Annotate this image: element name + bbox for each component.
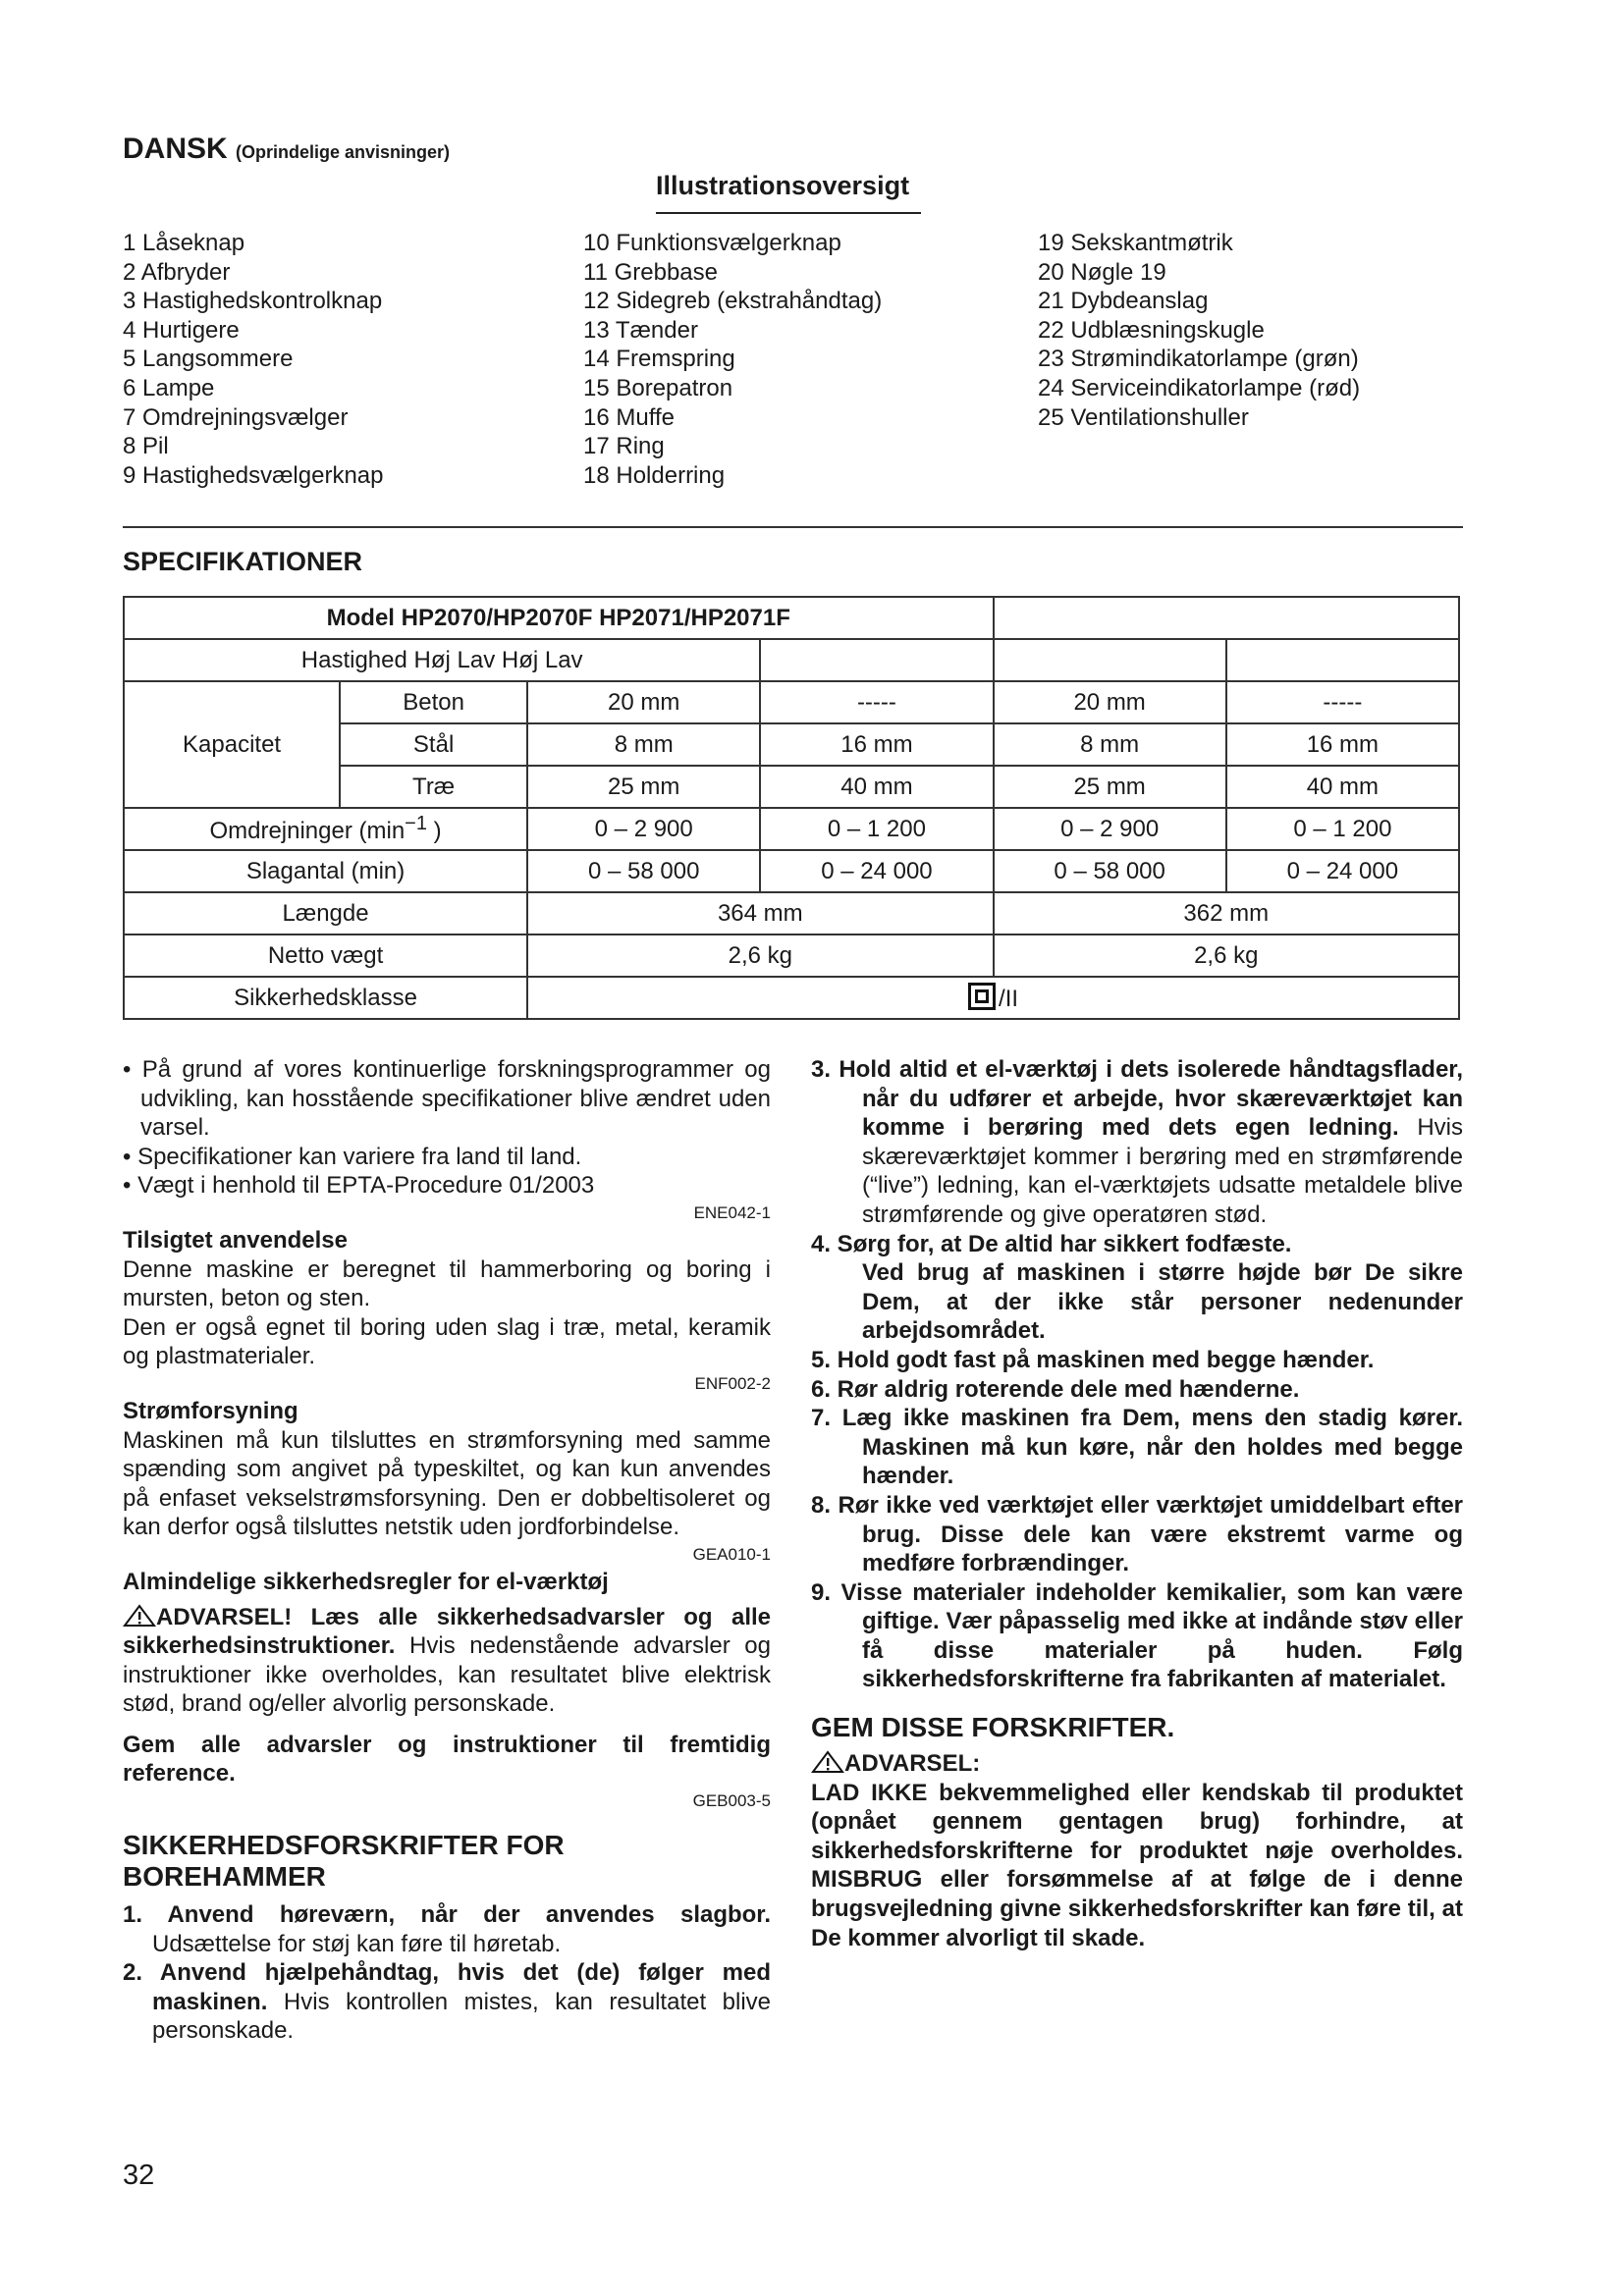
warning-icon	[811, 1750, 844, 1774]
illustration-overview-title: Illustrationsoversigt	[656, 171, 910, 200]
bullet-item: • På grund af vores kontinuerlige forskningsprogrammer og udvikling, kan hosstående specifikationer blive ændret uden varsel.	[123, 1056, 771, 1142]
table-cell: 364 mm	[527, 892, 993, 934]
model-row: Model HP2070/HP2070F HP2071/HP2071F	[124, 597, 994, 639]
rpm-exponent: −1	[405, 813, 427, 834]
legend-item: 8 Pil	[123, 433, 169, 460]
legend-item: 24 Serviceindikatorlampe (rød)	[1038, 374, 1361, 401]
reference-code: GEA010-1	[692, 1544, 771, 1564]
legend-item: 21 Dybdeanslag	[1038, 288, 1209, 315]
table-cell: 20 mm	[527, 681, 760, 723]
hammer-safety-heading: SIKKERHEDSFORSKRIFTER FOR BOREHAMMER	[123, 1830, 565, 1893]
warning-bold: ADVARSEL! Læs alle sikkerhedsadvarsler og alle sikkerhedsinstruktioner.	[123, 1603, 771, 1660]
keep-rules-heading: GEM DISSE FORSKRIFTER.	[811, 1712, 1175, 1743]
item-bold: 2. Anvend hjælpehåndtag, hvis det (de) følger med maskinen.	[123, 1959, 771, 2015]
warning-text: LAD IKKE bekvemmelighed eller kendskab til produktet (opnået gennem gentagen brug) forhindre, at sikkerhedsforskrifterne for produktet nøje overholdes. MISBRUG eller forsømmelse af at følge de i denne brugsvejledning givne sikkerhedsforskrifter kan føre til, at De kommer alvorligt til skade.	[811, 1779, 1463, 1951]
table-cell: 25 mm	[527, 766, 760, 808]
rpm-close: )	[426, 818, 442, 844]
wood-label: Træ	[340, 766, 527, 808]
legend-item: 14 Fremspring	[583, 346, 735, 373]
page-number: 32	[123, 2160, 155, 2191]
table-cell: 0 – 1 200	[1226, 808, 1459, 850]
legend-item: 3 Hastighedskontrolknap	[123, 288, 383, 315]
table-cell: 8 mm	[527, 723, 760, 766]
rpm-label	[124, 808, 527, 850]
table-cell: 362 mm	[994, 892, 1459, 934]
steel-label: Stål	[340, 723, 527, 766]
numbered-item	[123, 1900, 771, 1958]
safety-class-label: Sikkerhedsklasse	[124, 977, 527, 1019]
legend-item: 4 Hurtigere	[123, 316, 240, 344]
reference-code: ENE042-1	[693, 1202, 771, 1222]
warning-icon	[123, 1604, 156, 1628]
paragraph: Maskinen må kun tilsluttes en strømforsyning med samme spænding som angivet på typeskiltet, og kan kun anvendes på enfaset vekselstrømsforsyning. Den er dobbeltisoleret og kan derfor også tilsluttes netstik uden jordforbindelse.	[123, 1426, 771, 1541]
numbered-item	[811, 1055, 1463, 1230]
reference-code: GEB003-5	[692, 1791, 771, 1811]
numbered-item: 8. Rør ikke ved værktøjet eller værktøjet umiddelbart efter brug. Disse dele kan være ekstremt varme og medføre forbrændinger.	[811, 1491, 1463, 1577]
beton-label: Beton	[340, 681, 527, 723]
right-column	[811, 1055, 1463, 1952]
blows-label: Slagantal (min)	[124, 850, 527, 892]
paragraph: Den er også egnet til boring uden slag i træ, metal, keramik og plastmaterialer.	[123, 1313, 771, 1370]
capacity-label: Kapacitet	[124, 681, 340, 808]
specifications-heading: SPECIFIKATIONER	[123, 547, 363, 576]
bullet-item: • Vægt i henhold til EPTA-Procedure 01/2003	[123, 1172, 595, 1200]
item-text: Udsættelse for støj kan føre til høretab.	[152, 1930, 562, 1957]
table-cell: 25 mm	[994, 766, 1226, 808]
language-heading	[123, 133, 450, 166]
table-cell: 0 – 1 200	[760, 808, 993, 850]
speed-row: Hastighed Høj Lav Høj Lav	[124, 639, 760, 681]
legend-column-1	[123, 229, 384, 490]
item-text: Hvis skæreværktøjet kommer i berøring med en strømførende (“live”) ledning, kan el-værktøjets udsatte metaldele blive strømførende og give operatøren stød.	[862, 1114, 1463, 1228]
legend-item: 9 Hastighedsvælgerknap	[123, 461, 384, 489]
legend-item: 10 Funktionsvælgerknap	[583, 230, 841, 256]
section-divider	[123, 526, 1463, 528]
rpm-label-text: Omdrejninger (min	[209, 818, 406, 844]
numbered-item: 6. Rør aldrig roterende dele med hænderne.	[811, 1375, 1300, 1403]
weight-label: Netto vægt	[124, 934, 527, 977]
table-cell: 0 – 58 000	[527, 850, 760, 892]
table-cell: 2,6 kg	[994, 934, 1459, 977]
numbered-item: 5. Hold godt fast på maskinen med begge hænder.	[811, 1346, 1375, 1373]
item-bold: 3. Hold altid et el-værktøj i dets isolerede håndtagsflader, når du udfører et arbejde, hvor skæreværktøjet kan komme i berøring med dets egen ledning.	[811, 1056, 1463, 1142]
legend-item: 23 Strømindikatorlampe (grøn)	[1038, 346, 1359, 373]
legend-item: 7 Omdrejningsvælger	[123, 403, 349, 431]
legend-item: 12 Sidegreb (ekstrahåndtag)	[583, 288, 883, 315]
table-cell: 40 mm	[760, 766, 993, 808]
table-cell: -----	[760, 681, 993, 723]
legend-item: 13 Tænder	[583, 316, 698, 344]
warning-paragraph	[123, 1603, 771, 1719]
numbered-item	[123, 1958, 771, 2046]
item-bold: 1. Anvend høreværn, når der anvendes slagbor.	[123, 1901, 771, 1929]
numbered-item: 7. Læg ikke maskinen fra Dem, mens den stadig kører. Maskinen må kun køre, når den holdes med begge hænder.	[811, 1405, 1463, 1490]
table-cell: 16 mm	[1226, 723, 1459, 766]
legend-item: 11 Grebbase	[583, 258, 718, 286]
table-cell	[1226, 639, 1459, 681]
left-column	[123, 1055, 771, 2046]
table-cell: 0 – 58 000	[994, 850, 1226, 892]
table-cell: 16 mm	[760, 723, 993, 766]
table-cell: 0 – 24 000	[1226, 850, 1459, 892]
legend-item: 20 Nøgle 19	[1038, 258, 1166, 286]
legend-item: 5 Langsommere	[123, 346, 294, 373]
keep-instructions: Gem alle advarsler og instruktioner til fremtidig reference.	[123, 1731, 771, 1788]
legend-item: 25 Ventilationshuller	[1038, 403, 1249, 431]
safety-class-text: /II	[999, 986, 1019, 1012]
table-cell: 8 mm	[994, 723, 1226, 766]
double-insulation-icon	[968, 983, 996, 1010]
legend-item: 2 Afbryder	[123, 258, 231, 286]
reference-code: ENF002-2	[694, 1373, 771, 1393]
legend-item: 16 Muffe	[583, 403, 675, 431]
table-cell: 0 – 24 000	[760, 850, 993, 892]
paragraph: Denne maskine er beregnet til hammerboring og boring i mursten, beton og sten.	[123, 1255, 771, 1312]
numbered-item: 9. Visse materialer indeholder kemikalier, som kan være giftige. Vær påpasselig med ikke at indånde støv eller få disse materialer på huden. Følg sikkerhedsforskrifterne fra fabrikanten af materialet.	[811, 1578, 1463, 1693]
table-cell	[994, 597, 1459, 639]
table-cell: 40 mm	[1226, 766, 1459, 808]
legend-column-2	[583, 229, 882, 490]
legend-item: 17 Ring	[583, 433, 665, 460]
length-label: Længde	[124, 892, 527, 934]
legend-item: 15 Borepatron	[583, 374, 733, 401]
language-subtitle: (Oprindelige anvisninger)	[236, 142, 451, 162]
warning-label: ADVARSEL:	[844, 1750, 981, 1778]
legend-column-3	[1038, 229, 1360, 432]
table-cell: -----	[1226, 681, 1459, 723]
item-continuation: Ved brug af maskinen i større højde bør De sikre Dem, at der ikke står personer nedenunder arbejdsområdet.	[862, 1259, 1463, 1345]
intended-use-heading: Tilsigtet anvendelse	[123, 1226, 348, 1254]
legend-item: 18 Holderring	[583, 461, 726, 489]
table-cell: 0 – 2 900	[994, 808, 1226, 850]
power-supply-heading: Strømforsyning	[123, 1397, 298, 1424]
numbered-item: 4. Sørg for, at De altid har sikkert fodfæste.	[811, 1230, 1292, 1257]
safety-class-value	[527, 977, 1459, 1019]
bullet-item: • Specifikationer kan variere fra land til land.	[123, 1143, 582, 1170]
legend-item: 19 Sekskantmøtrik	[1038, 230, 1233, 256]
warning-text: Hvis nedenstående advarsler og instruktioner ikke overholdes, kan resultatet blive elektrisk stød, brand og/eller alvorlig personskade.	[123, 1632, 771, 1718]
table-cell: 20 mm	[994, 681, 1226, 723]
language-title: DANSK	[123, 133, 228, 165]
table-cell	[994, 639, 1226, 681]
general-safety-heading: Almindelige sikkerhedsregler for el-værktøj	[123, 1568, 609, 1595]
warning-heading	[811, 1749, 1463, 1779]
table-cell	[760, 639, 993, 681]
item-text: Hvis kontrollen mistes, kan resultatet blive personskade.	[152, 1988, 771, 2045]
specifications-table	[123, 596, 1460, 1020]
table-cell: 0 – 2 900	[527, 808, 760, 850]
legend-item: 22 Udblæsningskugle	[1038, 316, 1265, 344]
table-cell: 2,6 kg	[527, 934, 993, 977]
title-underline	[656, 212, 921, 214]
legend-item: 6 Lampe	[123, 374, 215, 401]
legend-item: 1 Låseknap	[123, 230, 245, 256]
